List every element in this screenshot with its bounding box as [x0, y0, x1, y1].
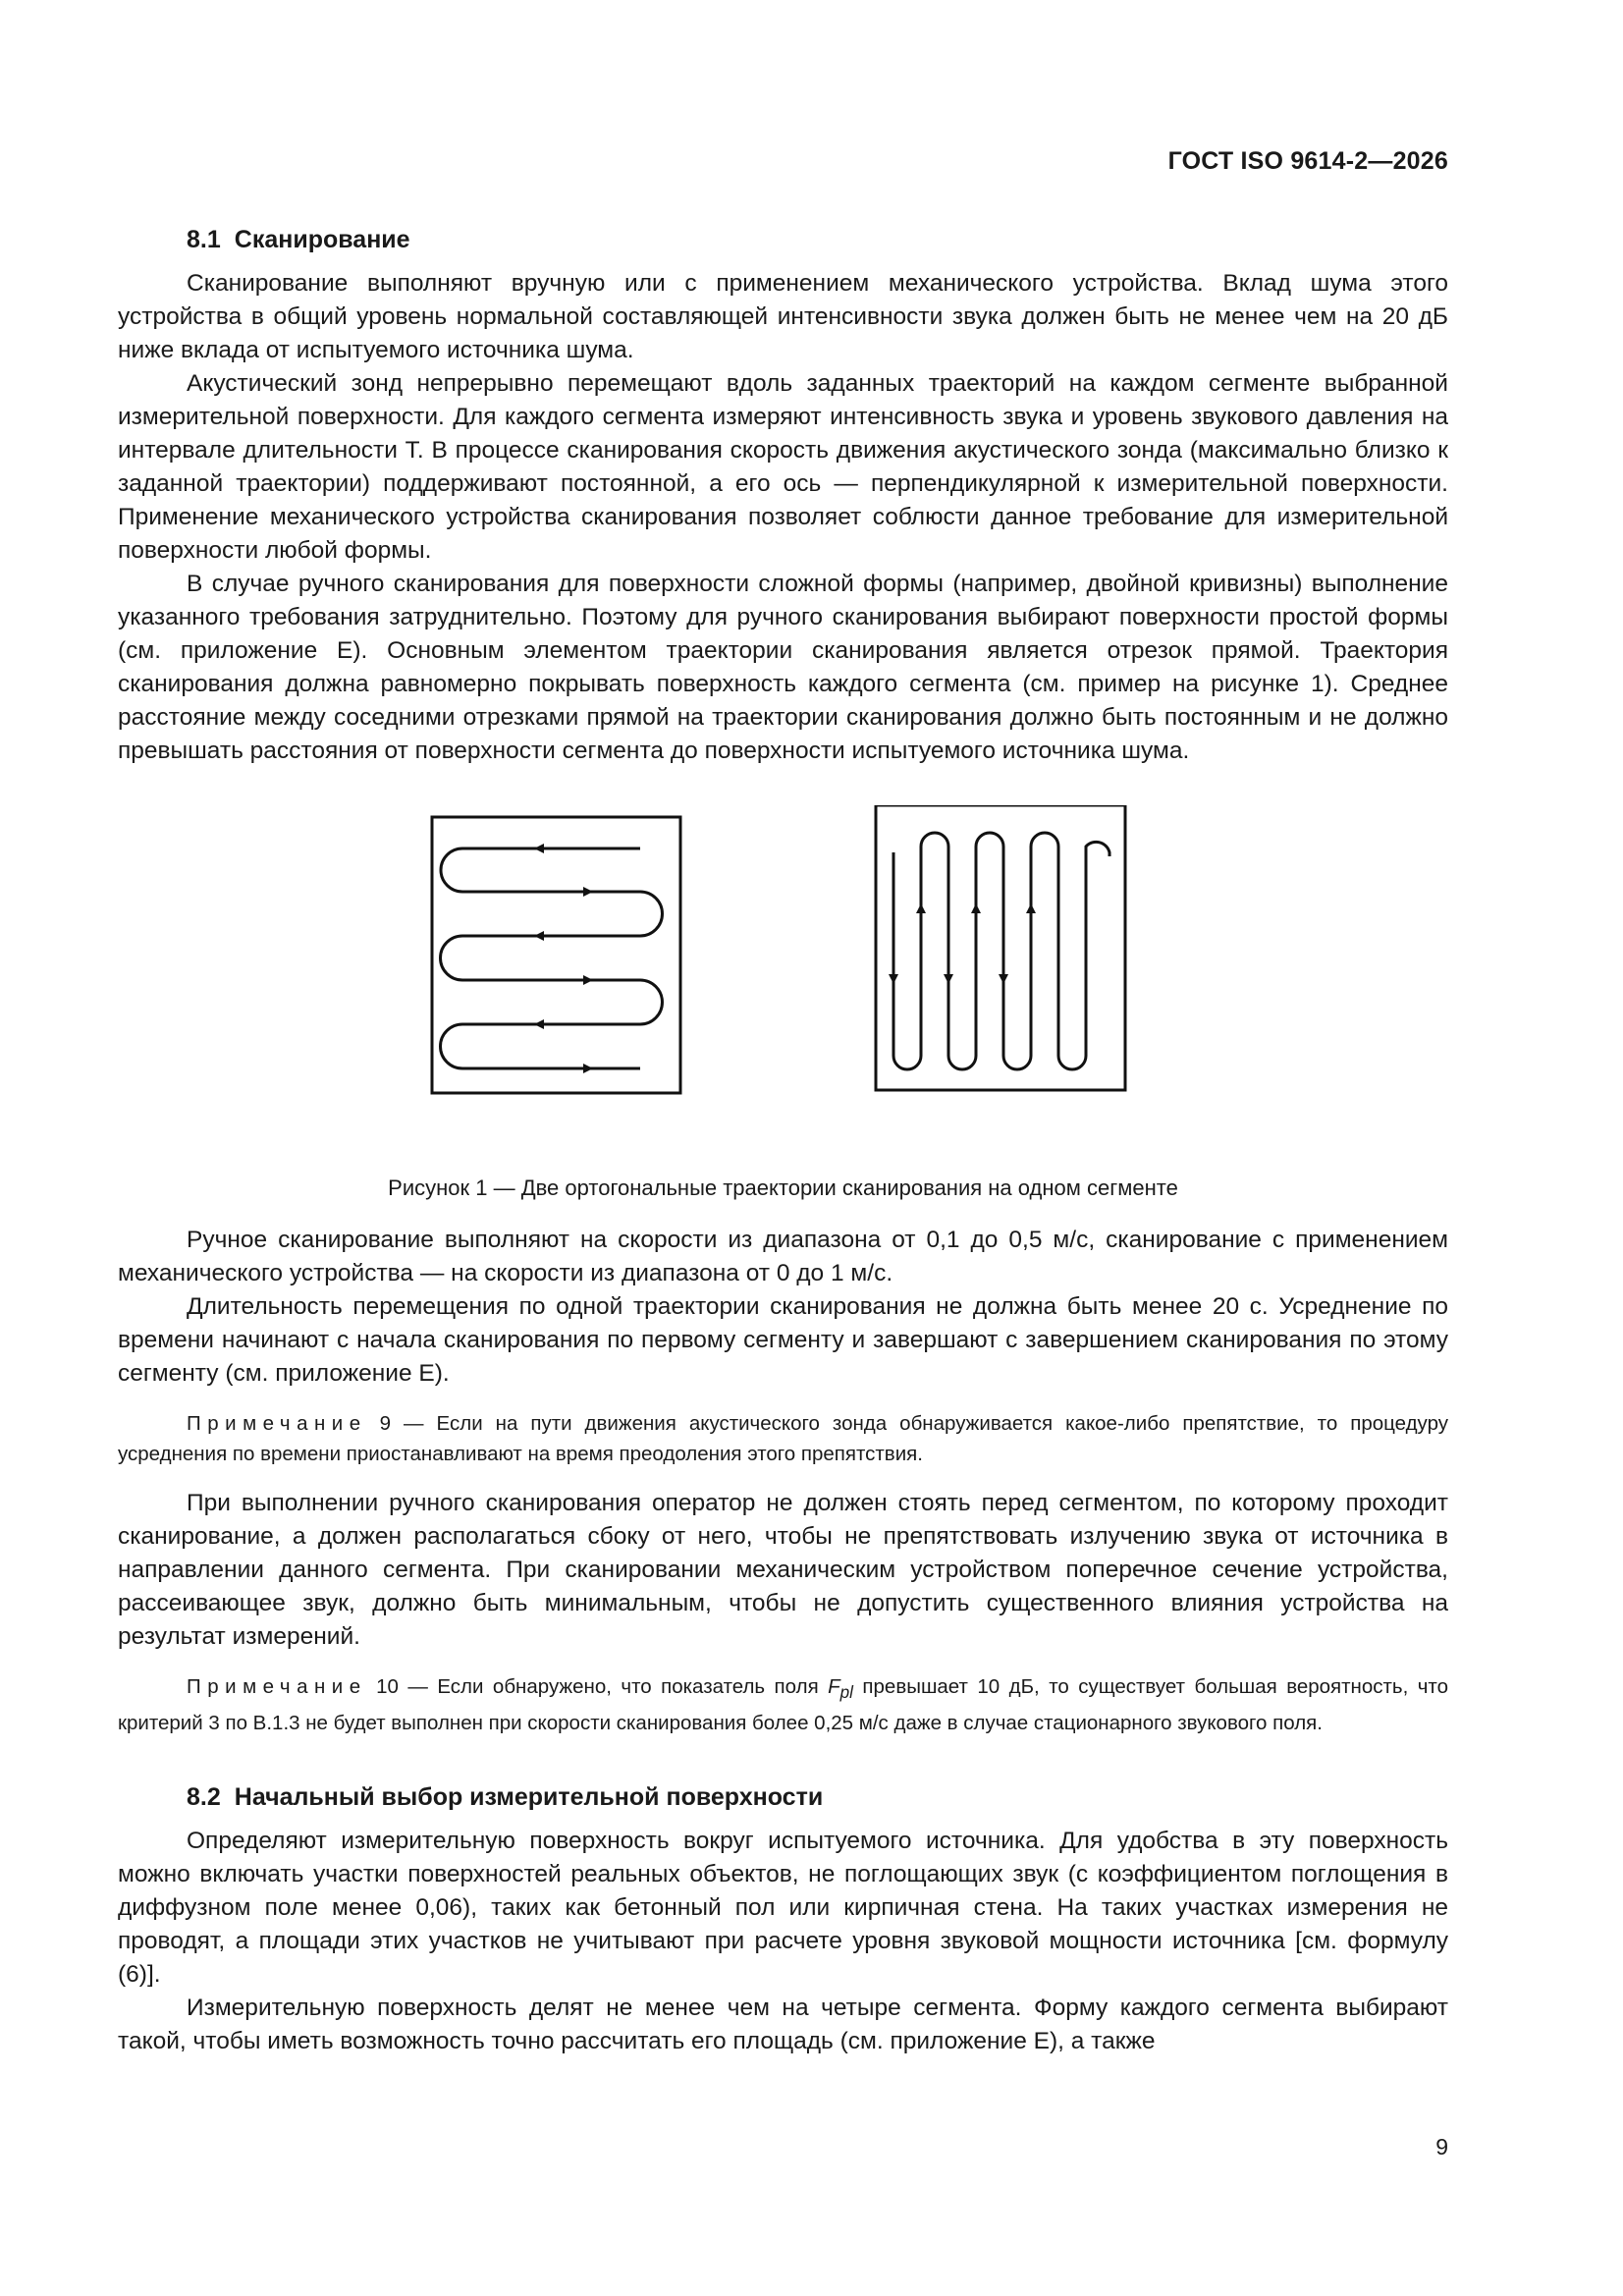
- arrow-left: [534, 844, 544, 853]
- arrow-up: [971, 903, 981, 913]
- arrow-down: [889, 974, 898, 984]
- paragraph: Акустический зонд непрерывно перемещают вдоль заданных траекторий на каждом сегменте выбранной измерительной поверхности. Для каждого сегмента измеряют интенсивность звука и уровень звукового давления на интервале длительности T. В процессе сканирования скорость движения акустического зонда (максимально близко к заданной траектории) поддерживают постоянной, а его ось — перпендикулярной к измерительной поверхности. Применение механического устройства сканирования позволяет соблюсти данное требование для измерительной поверхности любой формы.: [118, 370, 1448, 564]
- segment-frame-vertical: [876, 805, 1125, 1090]
- arrow-up: [916, 903, 926, 913]
- field-indicator-symbol: F: [828, 1675, 840, 1698]
- arrow-down: [999, 974, 1008, 984]
- arrow-left: [534, 1019, 544, 1029]
- note-10: [118, 1671, 1448, 1738]
- segment-frame-horizontal: [432, 817, 680, 1093]
- note-text: 9 — Если на пути движения акустического зонда обнаруживается какое-либо препятствие, то процедуру усреднения по времени приостанавливают на время преодоления этого препятствия.: [118, 1412, 1448, 1465]
- arrow-right: [583, 1064, 593, 1073]
- arrow-up: [1026, 903, 1036, 913]
- figure-caption: Рисунок 1 — Две ортогональные траектории сканирования на одном сегменте: [388, 1175, 1178, 1200]
- standard-header: ГОСТ ISO 9614-2—2026: [1167, 147, 1448, 175]
- paragraph: Измерительную поверхность делят не менее чем на четыре сегмента. Форму каждого сегмента выбирают такой, чтобы иметь возможность точно рассчитать его площадь (см. приложение Е), а также: [118, 1995, 1448, 2055]
- section-heading-8-1: [118, 224, 1448, 255]
- vertical-scan-trajectory: [893, 833, 1109, 1069]
- figure-scan-trajectories: [118, 805, 1448, 1169]
- note-text: превышает 10 дБ, то существует большая вероятность, что критерий 3 по В.1.3 не будет выполнен при скорости сканирования более 0,25 м/с даже в случае стационарного звукового поля.: [118, 1675, 1448, 1735]
- section-heading-8-2: [118, 1781, 1448, 1813]
- paragraph: Длительность перемещения по одной траектории сканирования не должна быть менее 20 с. Усреднение по времени начинают с начала сканирования по первому сегменту и завершают с завершением сканирования по этому сегменту (см. приложение Е).: [118, 1293, 1448, 1387]
- page-content: [118, 224, 1448, 2058]
- note-9: [118, 1408, 1448, 1469]
- figure-drawing: [118, 805, 1448, 1169]
- paragraph: В случае ручного сканирования для поверхности сложной формы (например, двойной кривизны) выполнение указанного требования затруднительно. Поэтому для ручного сканирования выбирают поверхности простой формы (см. приложение Е). Основным элементом траектории сканирования является отрезок прямой. Траектория сканирования должна равномерно покрывать поверхность каждого сегмента (см. пример на рисунке 1). Среднее расстояние между соседними отрезками прямой на траектории сканирования должно быть постоянным и не должно превышать расстояния от поверхности сегмента до поверхности испытуемого источника шума.: [118, 571, 1448, 764]
- paragraph: Определяют измерительную поверхность вокруг испытуемого источника. Для удобства в эту поверхность можно включать участки поверхностей реальных объектов, не поглощающих звук (с коэффициентом поглощения в диффузном поле менее 0,06), таких как бетонный пол или кирпичная стена. На таких участках измерения не проводят, а площади этих участков не учитывают при расчете уровня звуковой мощности источника [см. формулу (6)].: [118, 1828, 1448, 1989]
- note-text: 10 — Если обнаружено, что показатель поля: [366, 1675, 829, 1698]
- horizontal-scan-trajectory: [441, 848, 663, 1068]
- section-title: Сканирование: [234, 226, 410, 253]
- section-number: 8.1: [187, 226, 221, 253]
- page-number: 9: [1435, 2134, 1448, 2159]
- field-indicator-subscript: pl: [839, 1683, 853, 1703]
- note-label: Примечание: [187, 1412, 367, 1435]
- paragraph: Ручное сканирование выполняют на скорости из диапазона от 0,1 до 0,5 м/с, сканирование с применением механического устройства — на скорости из диапазона от 0 до 1 м/с.: [118, 1227, 1448, 1286]
- arrow-right: [583, 887, 593, 897]
- paragraph: Сканирование выполняют вручную или с применением механического устройства. Вклад шума этого устройства в общий уровень нормальной составляющей интенсивности звука должен быть не менее чем на 20 дБ ниже вклада от испытуемого источника шума.: [118, 270, 1448, 363]
- section-title: Начальный выбор измерительной поверхности: [234, 1783, 824, 1812]
- section-number: 8.2: [187, 1783, 221, 1812]
- arrow-down: [944, 974, 953, 984]
- paragraph: При выполнении ручного сканирования оператор не должен стоять перед сегментом, по которому проходит сканирование, а должен располагаться сбоку от него, чтобы не препятствовать излучению звука от источника в направлении данного сегмента. При сканировании механическим устройством поперечное сечение устройства, рассеивающее звук, должно быть минимальным, чтобы не допустить существенного влияния устройства на результат измерений.: [118, 1490, 1448, 1650]
- arrow-left: [534, 931, 544, 941]
- note-label: Примечание: [187, 1675, 367, 1698]
- arrow-right: [583, 975, 593, 985]
